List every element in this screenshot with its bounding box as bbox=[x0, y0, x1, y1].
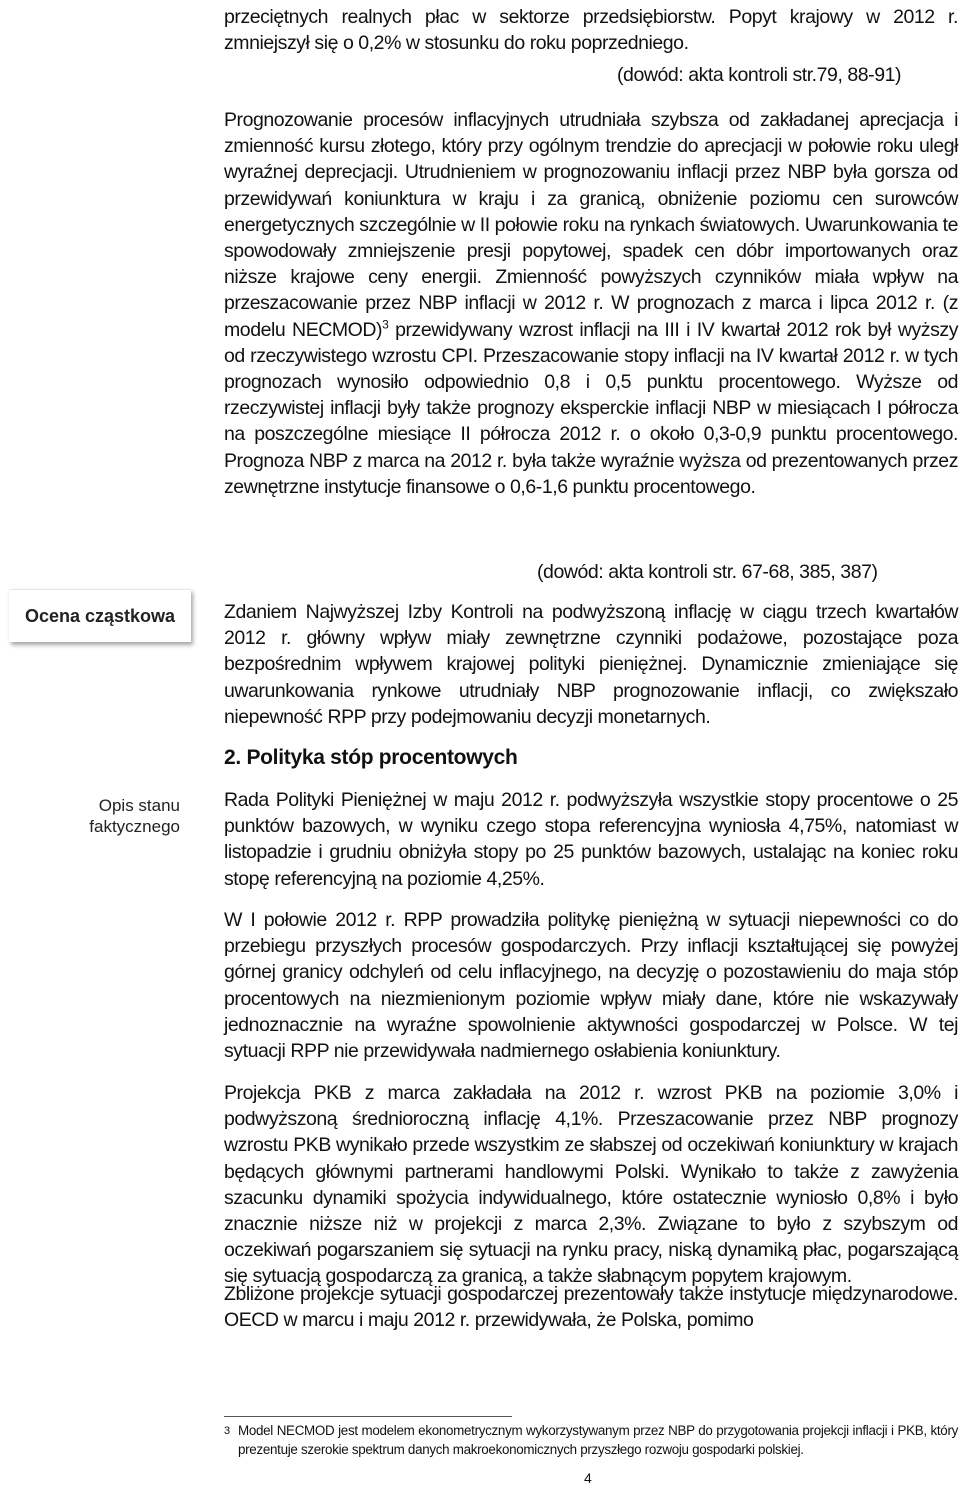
paragraph-international: Zbliżone projekcje sytuacji gospodarczej prezentowały także instytucje międzynarodowe. OECD w marcu i maju 2012 r. przewidywała, że Polska, pomimo bbox=[224, 1283, 958, 1332]
page-number: 4 bbox=[584, 1470, 592, 1486]
evidence-reference-1: (dowód: akta kontroli str.79, 88-91) bbox=[617, 64, 902, 86]
status-label: Opis stanu faktycznego bbox=[89, 796, 180, 836]
assessment-box bbox=[9, 589, 191, 642]
paragraph-monetary-policy: W I połowie 2012 r. RPP prowadziła politykę pieniężną w sytuacji niepewności co do przebiegu przyszłych procesów gospodarczych. Przy inflacji kształtującej się powyżej górnej granicy odchyleń od celu inflacyjnego, na decyzję o pozostawieniu do maja stóp procentowych na niezmienionym poziomie wpływ miały dane, które nie wskazywały jednoznacznie na wyraźne spowolnienie aktywności gospodarczej w Polsce. W tej sytuacji RPP nie przewidywała nadmiernego osłabienia koniunktury. bbox=[224, 909, 958, 1063]
footnote-separator bbox=[224, 1416, 512, 1417]
footnote-mark: 3 bbox=[224, 1425, 230, 1437]
paragraph-interest-rates: Rada Polityki Pieniężnej w maju 2012 r. podwyższyła wszystkie stopy procentowe o 25 punktów bazowych, w wyniku czego stopa referencyjna wyniosła 4,75%, natomiast w listopadzie i grudniu obniżyła stopy po 25 punktów bazowych, ustalając na koniec roku stopę referencyjną na poziomie 4,25%. bbox=[224, 789, 958, 890]
paragraph-intro: przeciętnych realnych płac w sektorze przedsiębiorstw. Popyt krajowy w 2012 r. zmniejszył się o 0,2% w stosunku do roku poprzedniego. bbox=[224, 6, 958, 55]
paragraph-inflation-forecast bbox=[224, 107, 958, 500]
paragraph-assessment: Zdaniem Najwyższej Izby Kontroli na podwyższoną inflację w ciągu trzech kwartałów 2012 r. główny wpływ miały zewnętrzne czynniki podażowe, pozostające poza bezpośrednim wpływem krajowej polityki pieniężnej. Dynamicznie zmieniające się uwarunkowania rynkowe utrudniały NBP prognozowanie inflacji, co zwiększało niepewność RPP przy podejmowaniu decyzji monetarnych. bbox=[224, 601, 958, 728]
paragraph-gdp-projection: Projekcja PKB z marca zakładała na 2012 r. wzrost PKB na poziomie 3,0% i podwyższoną średnioroczną inflację 4,1%. Przeszacowanie przez NBP prognozy wzrostu PKB wynikało przede wszystkim ze słabszej od oczekiwań koniunktury w krajach będących głównymi partnerami handlowymi Polski. Wynikało to także z zawyżenia szacunku dynamiki spożycia indywidualnego, które ostatecznie wyniosło 0,8% i było znacznie niższe niż w projekcji z marca 2,3%. Związane to było z szybszym od oczekiwań pogarszaniem się sytuacji na rynku pracy, niską dynamiką płac, pogarszającą się sytuacją gospodarczą za granicą, a także słabnącym popytem krajowym. bbox=[224, 1082, 958, 1288]
section-heading: 2. Polityka stóp procentowych bbox=[224, 746, 518, 769]
footnote-reference: 3 bbox=[382, 317, 389, 332]
evidence-reference-2: (dowód: akta kontroli str. 67-68, 385, 387) bbox=[537, 561, 878, 583]
paragraph-inflation-forecast-part-a: Prognozowanie procesów inflacyjnych utrudniała szybsza od zakładanej aprecjacja i zmienność kursu złotego, który przy ogólnym trendzie do aprecjacji w połowie roku uległ wyraźnej deprecjacji. Utrudnieniem w prognozowaniu inflacji przez NBP była gorsza od przewidywań koniunktura w kraju i za granicą, obniżenie poziomu cen surowców energetycznych szczególnie w II połowie roku na rynkach światowych. Uwarunkowania te spowodowały zmniejszenie presji popytowej, spadek cen dóbr importowanych oraz niższe krajowe ceny energii. Zmienność powyższych czynników miała wpływ na przeszacowanie przez NBP inflacji w 2012 r. W prognozach z marca i lipca 2012 r. (z modelu NECMOD) bbox=[224, 109, 958, 341]
paragraph-inflation-forecast-part-b: przewidywany wzrost inflacji na III i IV kwartał 2012 rok był wyższy od rzeczywistego wzrostu CPI. Przeszacowanie stopy inflacji na IV kwartał 2012 r. w tych prognozach wynosiło odpowiednio 0,8 i 0,5 punktu procentowego. Wyższe od rzeczywistej inflacji były także prognozy eksperckie inflacji NBP w miesiącach I półrocza na poszczególne miesiące II półrocza 2012 r. o około 0,3-0,9 punktu procentowego. Prognoza NBP z marca na 2012 r. była także wyraźnie wyższa od prezentowanych przez zewnętrzne instytucje finansowe o 0,6-1,6 punktu procentowego. bbox=[224, 318, 958, 498]
footnote-text: Model NECMOD jest modelem ekonometrycznym wykorzystywanym przez NBP do przygotowania projekcji inflacji i PKB, który prezentuje szerokie spektrum danych makroekonomicznych przyszłego rozwoju gospodarki polskiej. bbox=[238, 1423, 958, 1457]
assessment-label: Ocena cząstkowa bbox=[24, 605, 176, 626]
footnote bbox=[224, 1422, 958, 1459]
